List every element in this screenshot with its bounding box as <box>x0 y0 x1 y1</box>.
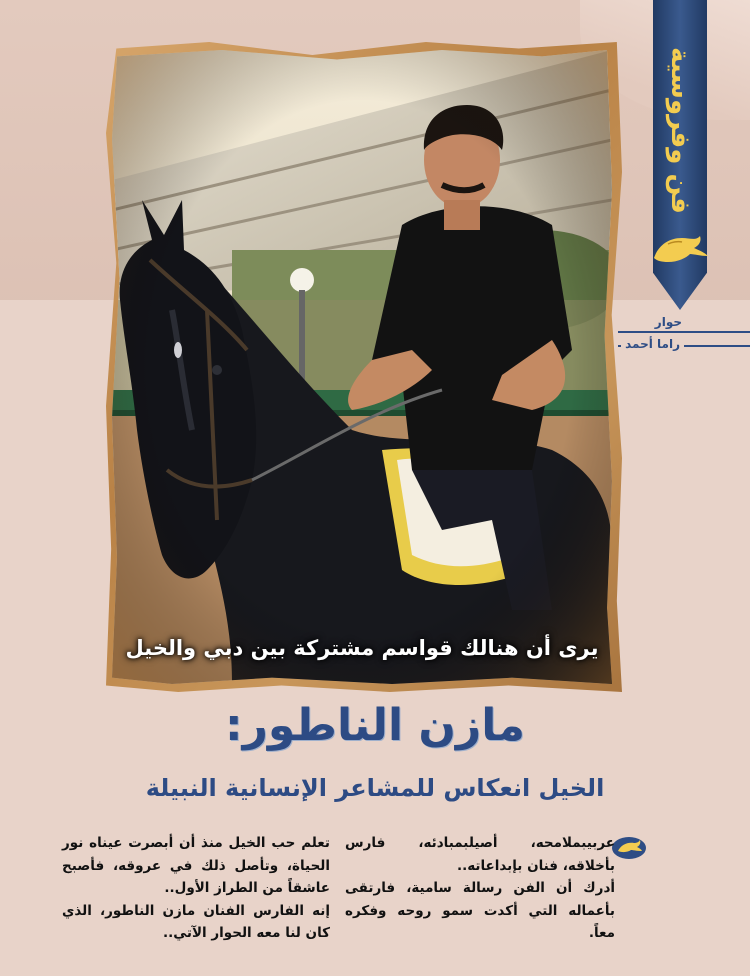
section-title: فن وفروسية <box>665 46 695 214</box>
magazine-logo-icon <box>611 836 647 860</box>
intro-paragraph: تعلم حب الخيل منذ أن أبصرت عيناه نور الحياة، وتأصل ذلك في عروقه، فأصبح عاشقاً من الطراز الأول.. <box>62 835 330 896</box>
intro-column-right <box>345 832 615 945</box>
credit-divider-top <box>618 331 750 333</box>
photo-caption: يرى أن هنالك قواسم مشتركة بين دبي والخيل <box>125 636 599 660</box>
article-headline: مازن الناطور: <box>224 700 525 751</box>
rider-photo <box>112 50 612 684</box>
horse-head-logo-icon <box>648 232 712 266</box>
credit-label: حوار <box>654 315 682 329</box>
intro-paragraph: إنه الفارس الفنان مازن الناطور، الذي كان لنا معه الحوار الآتي.. <box>62 902 330 941</box>
credit-author: راما أحمد <box>621 337 684 351</box>
intro-column-left <box>62 832 330 945</box>
intro-paragraph: عربيبملامحه، أصيلبمبادئه، فارس بأخلاقه، فنان بإبداعاته.. <box>345 835 615 874</box>
article-subheadline: الخيل انعكاس للمشاعر الإنسانية النبيلة <box>145 774 605 802</box>
intro-paragraph: أدرك أن الفن رسالة سامية، فارتقى بأعماله التي أكدت سمو روحه وفكره معاً. <box>345 880 615 941</box>
